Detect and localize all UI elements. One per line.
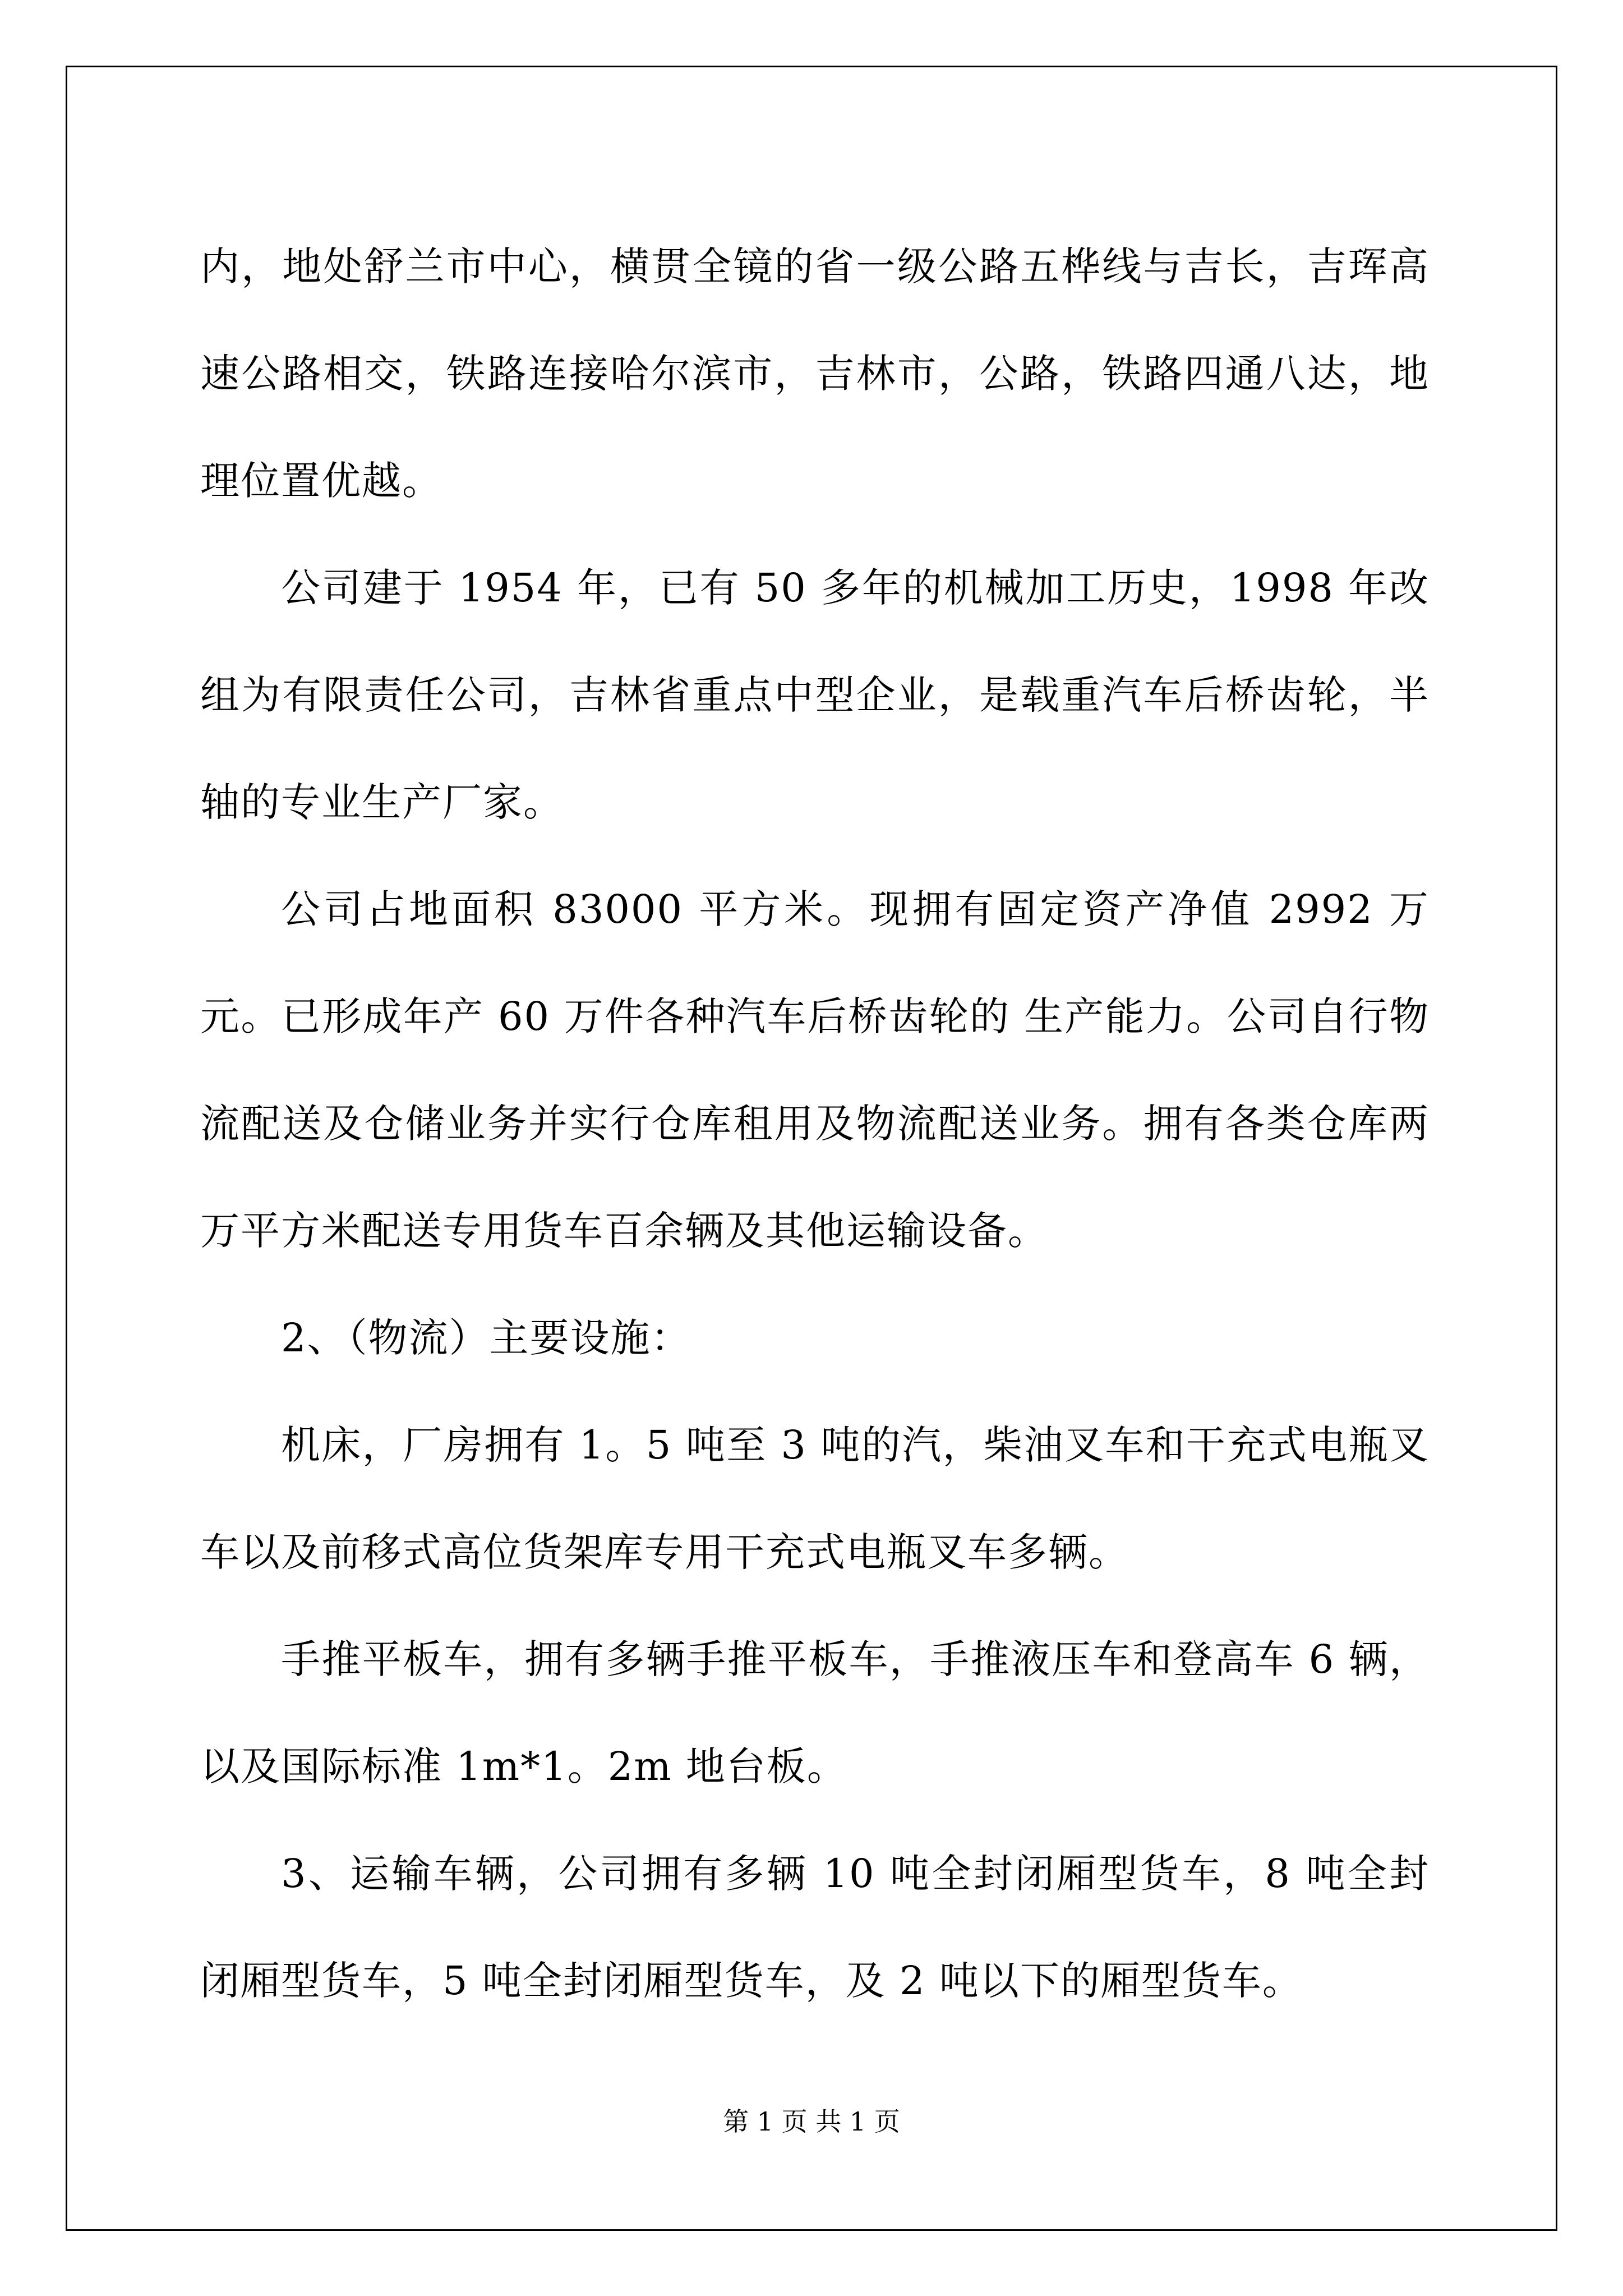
paragraph-2: 公司建于 1954 年，已有 50 多年的机械加工历史，1998 年改组为有限责任公司，吉林省重点中型企业，是载重汽车后桥齿轮，半轴的专业生产厂家。 — [200, 565, 1430, 825]
paragraph-3: 公司占地面积 83000 平方米。现拥有固定资产净值 2992 万元。已形成年产 60 万件各种汽车后桥齿轮的 生产能力。公司自行物流配送及仓储业务并实行仓库租用及物流配送业务。拥有各类仓库两万平方米配送专用货车百余辆及其他运输设备。 — [200, 886, 1430, 1254]
paragraph-6: 手推平板车，拥有多辆手推平板车，手推液压车和登高车 6 辆，以及国际标准 1m*1。2m 地台板。 — [200, 1636, 1430, 1789]
document-body — [200, 213, 1430, 2035]
page-footer: 第 1 页 共 1 页 — [723, 2106, 900, 2137]
paragraph-7: 3、运输车辆，公司拥有多辆 10 吨全封闭厢型货车，8 吨全封闭厢型货车，5 吨全封闭厢型货车，及 2 吨以下的厢型货车。 — [200, 1851, 1430, 2004]
paragraph-5: 机床，厂房拥有 1。5 吨至 3 吨的汽，柴油叉车和干充式电瓶叉车以及前移式高位货架库专用干充式电瓶叉车多辆。 — [200, 1422, 1430, 1575]
paragraph-4-heading: 2、（物流）主要设施： — [281, 1315, 691, 1361]
paragraph-1: 内，地处舒兰市中心，横贯全镜的省一级公路五桦线与吉长，吉珲高速公路相交，铁路连接哈尔滨市，吉林市，公路，铁路四通八达，地理位置优越。 — [200, 243, 1430, 504]
